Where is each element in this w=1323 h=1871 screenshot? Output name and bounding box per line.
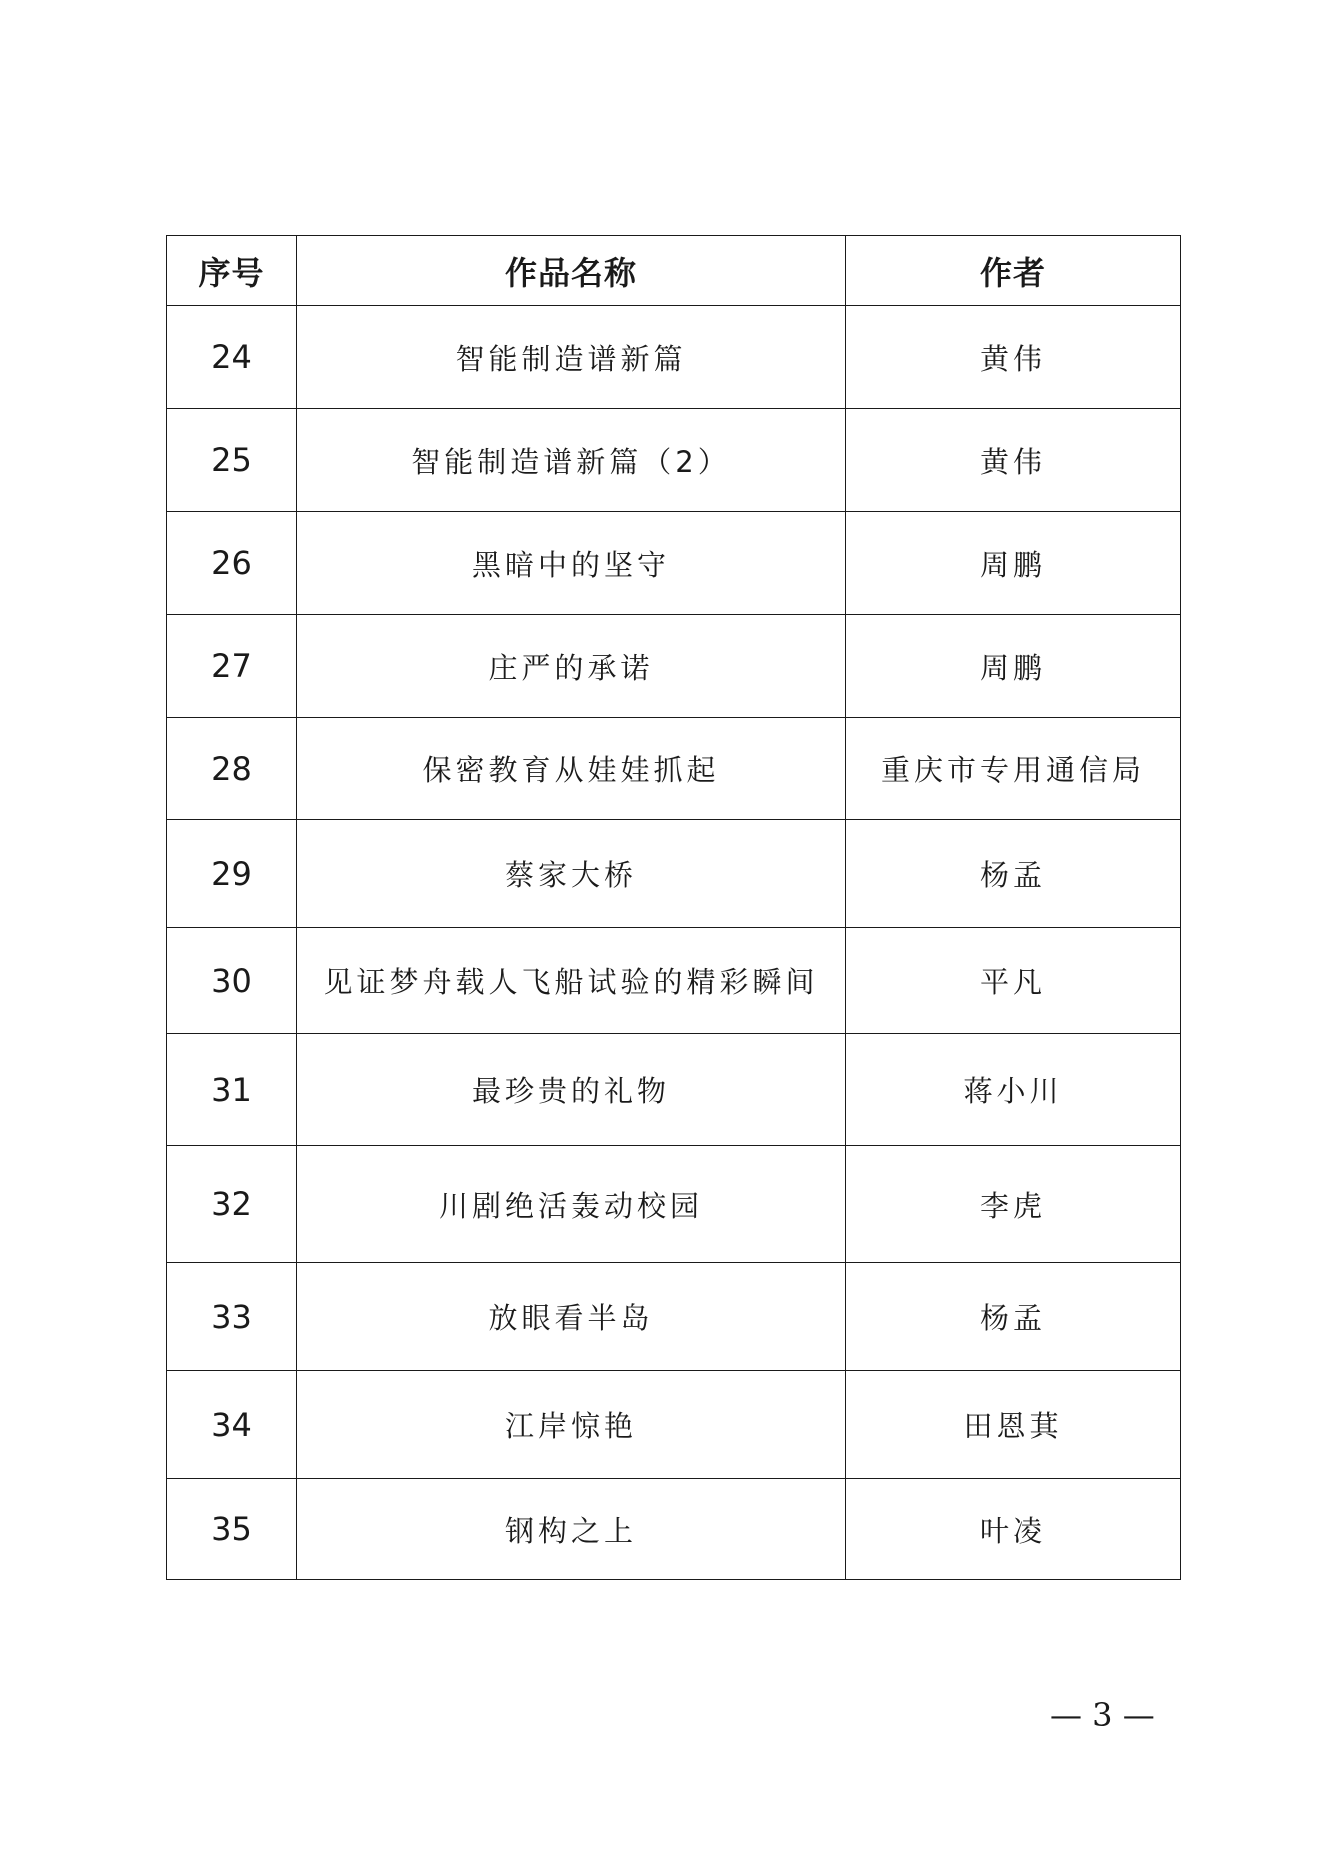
table-row [167, 615, 1181, 718]
row-author: 黄伟 [846, 306, 1181, 409]
row-title: 钢构之上 [297, 1479, 846, 1580]
row-number: 33 [167, 1263, 297, 1371]
table-row [167, 820, 1181, 928]
row-author: 叶凌 [846, 1479, 1181, 1580]
row-title: 见证梦舟载人飞船试验的精彩瞬间 [297, 928, 846, 1034]
row-number: 27 [167, 615, 297, 718]
header-author: 作者 [846, 236, 1181, 306]
works-table [166, 235, 1181, 1580]
row-number: 30 [167, 928, 297, 1034]
table-row [167, 409, 1181, 512]
row-number: 34 [167, 1371, 297, 1479]
table-row [167, 1371, 1181, 1479]
row-author: 平凡 [846, 928, 1181, 1034]
row-title: 智能制造谱新篇（2） [297, 409, 846, 512]
row-title: 蔡家大桥 [297, 820, 846, 928]
table-row [167, 512, 1181, 615]
table-row [167, 1146, 1181, 1263]
row-author: 黄伟 [846, 409, 1181, 512]
row-number: 32 [167, 1146, 297, 1263]
table-row [167, 928, 1181, 1034]
row-title: 智能制造谱新篇 [297, 306, 846, 409]
row-number: 31 [167, 1034, 297, 1146]
page-number: — 3 — [1050, 1696, 1155, 1734]
row-title: 川剧绝活轰动校园 [297, 1146, 846, 1263]
row-author: 杨孟 [846, 1263, 1181, 1371]
row-title: 庄严的承诺 [297, 615, 846, 718]
header-title: 作品名称 [297, 236, 846, 306]
row-author: 周鹏 [846, 615, 1181, 718]
table-row [167, 1479, 1181, 1580]
table-row [167, 306, 1181, 409]
row-title: 黑暗中的坚守 [297, 512, 846, 615]
row-number: 24 [167, 306, 297, 409]
row-author: 田恩萁 [846, 1371, 1181, 1479]
row-author: 重庆市专用通信局 [846, 718, 1181, 820]
table-row [167, 1263, 1181, 1371]
table-row [167, 718, 1181, 820]
row-author: 周鹏 [846, 512, 1181, 615]
row-number: 35 [167, 1479, 297, 1580]
row-author: 杨孟 [846, 820, 1181, 928]
header-number: 序号 [167, 236, 297, 306]
row-number: 28 [167, 718, 297, 820]
row-title: 江岸惊艳 [297, 1371, 846, 1479]
table-header-row [167, 236, 1181, 306]
row-author: 蒋小川 [846, 1034, 1181, 1146]
row-number: 26 [167, 512, 297, 615]
row-title: 保密教育从娃娃抓起 [297, 718, 846, 820]
row-number: 25 [167, 409, 297, 512]
row-author: 李虎 [846, 1146, 1181, 1263]
row-title: 最珍贵的礼物 [297, 1034, 846, 1146]
row-title: 放眼看半岛 [297, 1263, 846, 1371]
row-number: 29 [167, 820, 297, 928]
table-row [167, 1034, 1181, 1146]
